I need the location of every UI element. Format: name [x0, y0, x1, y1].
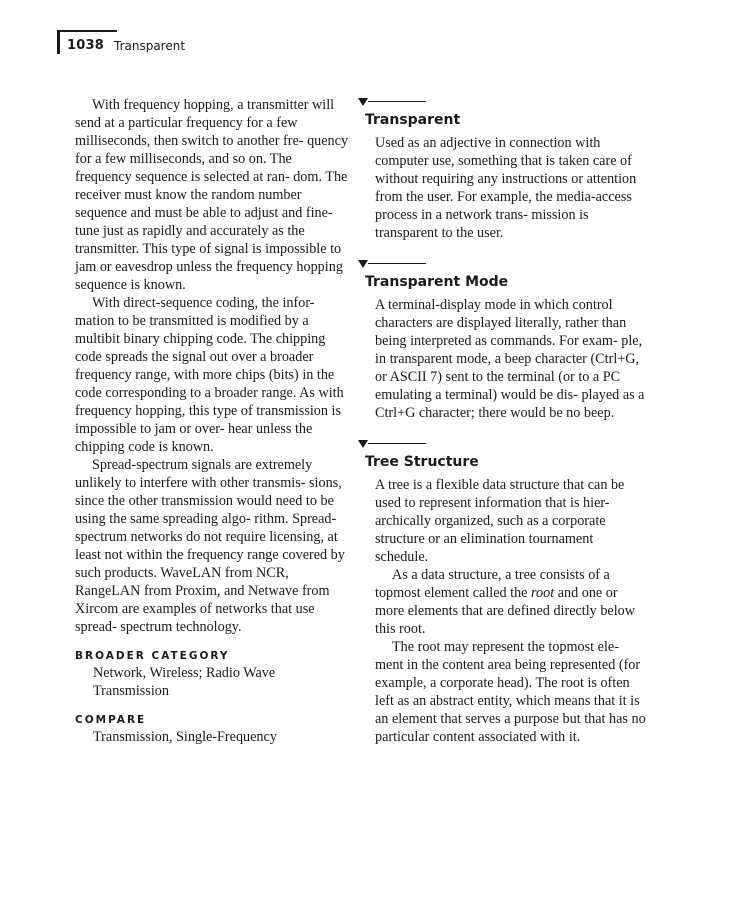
- compare-label: COMPARE: [75, 714, 147, 726]
- entry-title: Transparent Mode: [365, 274, 509, 290]
- entry-title: Tree Structure: [365, 454, 479, 470]
- entry-tree-structure: [358, 438, 648, 746]
- marker-rule: [368, 263, 426, 264]
- entry-marker: [358, 438, 648, 452]
- entry-transparent-mode: [358, 258, 648, 422]
- entry-paragraph: A tree is a flexible data structure that can be used to represent information that is hier- archically organized, such as a corporate structure or an elimination tournament schedule.: [375, 477, 625, 565]
- entry-transparent: [358, 96, 648, 242]
- broader-category-label: BROADER CATEGORY: [75, 650, 230, 662]
- running-title: Transparent: [114, 39, 186, 53]
- compare-value: Transmission, Single-Frequency: [93, 729, 277, 745]
- entry-paragraph-root: [375, 566, 648, 638]
- paragraph-direct-sequence: With direct-sequence coding, the infor- mation to be transmitted is modified by a multibit binary chipping code. The chipping code spreads the signal out over a broader frequency range, with more chips (bits) in the code corresponding to a broader range. As with frequency hopping, this type of transmission is impossible to jam or over- hear unless the chipping code is known.: [75, 295, 344, 455]
- triangle-marker-icon: [358, 440, 368, 448]
- paragraph-frequency-hopping: With frequency hopping, a transmitter will send at a particular frequency for a few milliseconds, then switch to another fre- quency for a few milliseconds, and so on. The frequency sequence is selected at ran- dom. The receiver must know the random number sequence and must be able to adjust and fine-tune just as rapidly and accurately as the transmitter. This type of signal is impossible to jam or eavesdrop unless the frequency hopping sequence is known.: [75, 97, 349, 293]
- entry-paragraph: A terminal-display mode in which control characters are displayed literally, rather than being interpreted as commands. For exam- ple, in transparent mode, a beep character (Ctrl+G, or ASCII 7) sent to the terminal (or to a PC emulating a terminal) would be dis- played as a Ctrl+G character; there would be no beep.: [375, 297, 645, 421]
- header-bar: [57, 30, 60, 54]
- triangle-marker-icon: [358, 260, 368, 268]
- entry-marker: [358, 258, 648, 272]
- entry-body: [358, 134, 648, 242]
- entry-title: Transparent: [365, 112, 461, 128]
- text-run: As a data structure, a tree consists of a topmost element called the: [375, 567, 610, 601]
- page-number: 1038: [67, 38, 104, 53]
- entry-marker: [358, 96, 648, 110]
- entry-paragraph: The root may represent the topmost ele- ment in the content area being represented (for example, a corporate head). The root is often left as an abstract entity, which means that it is an element that serves a purpose but that has no particular content associated with it.: [375, 639, 646, 745]
- entry-body: [358, 296, 648, 422]
- entry-paragraph: Used as an adjective in connection with computer use, something that is taken care of without requiring any instructions or attention from the user. For example, the media-access process in a network trans- mission is transparent to the user.: [375, 135, 637, 241]
- text-run: and one or more elements that are defined directly below this root.: [375, 585, 635, 637]
- header-rule: [57, 30, 117, 32]
- emphasis-root: root: [531, 585, 555, 601]
- marker-rule: [368, 443, 426, 444]
- right-column: [358, 96, 648, 746]
- triangle-marker-icon: [358, 98, 368, 106]
- left-column: [75, 96, 350, 746]
- paragraph-spread-spectrum: Spread-spectrum signals are extremely unlikely to interfere with other transmis- sions, since the other transmission would need to be using the same spreading algo- rithm. Spread-spectrum networks do not require licensing, at least not within the frequency range covered by such products. WaveLAN from NCR, RangeLAN from Proxim, and Netwave from Xircom are examples of networks that use spread- spectrum technology.: [75, 457, 345, 635]
- entry-body: [358, 476, 648, 746]
- broader-category-value: Network, Wireless; Radio Wave Transmission: [93, 665, 276, 699]
- marker-rule: [368, 101, 426, 102]
